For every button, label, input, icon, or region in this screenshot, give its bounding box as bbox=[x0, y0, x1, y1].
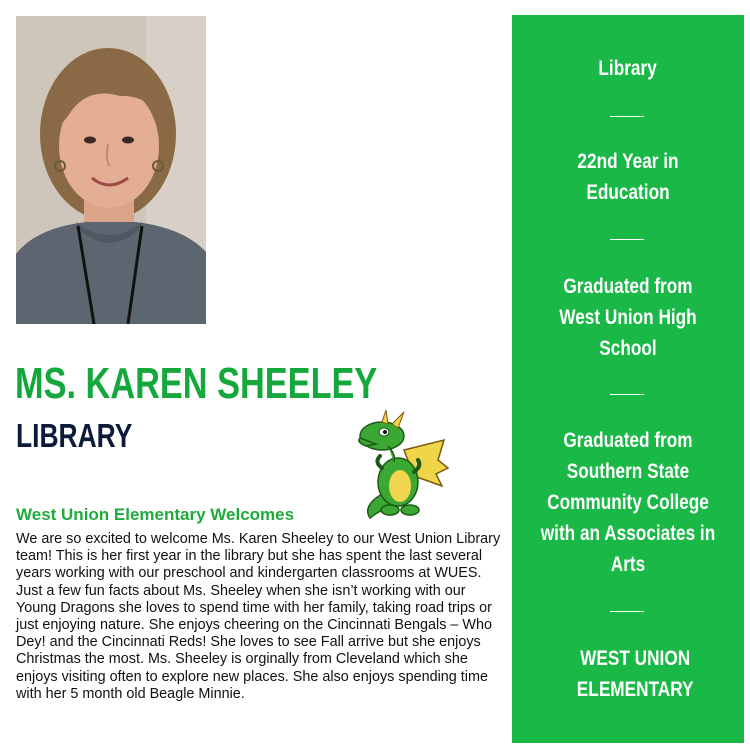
sidebar-divider bbox=[610, 116, 644, 117]
sidebar-item-years: 22nd Year in Education bbox=[577, 150, 679, 204]
sidebar-item-library: Library bbox=[598, 57, 658, 80]
dragon-mascot-icon bbox=[352, 410, 452, 522]
info-sidebar bbox=[512, 15, 744, 743]
staff-name: MS. KAREN SHEELEY bbox=[15, 359, 378, 408]
staff-portrait-photo bbox=[16, 16, 206, 324]
bio-paragraph: We are so excited to welcome Ms. Karen Sheeley to our West Union Library team! This is her first year in the library but she has spent the last several years working with our preschool and kindergarten classrooms at WUES. Just a few fun facts about Ms. Sheeley when she isn’t working with our Young Dragons she loves to spend time with her family, taking road trips or just enjoying nature. She enjoys cheering on the Cincinnati Bengals – Who Dey! and the Cincinnati Reds! She loves to see Fall arrive but she enjoys Christmas the most. Ms. Sheeley is orginally from Cleveland which she enjoys visiting often to explore new places. She also enjoys spending time with her 5 month old Beagle Minnie. bbox=[16, 531, 501, 702]
welcome-heading: West Union Elementary Welcomes bbox=[16, 505, 295, 524]
staff-role: LIBRARY bbox=[16, 417, 133, 454]
sidebar-divider bbox=[610, 239, 644, 240]
sidebar-divider bbox=[610, 394, 644, 395]
sidebar-item-high-school: Graduated from West Union High School bbox=[559, 275, 697, 360]
sidebar-divider bbox=[610, 611, 644, 612]
sidebar-item-college: Graduated from Southern State Community College with an Associates in Arts bbox=[540, 429, 716, 576]
sidebar-item-school-name: WEST UNION ELEMENTARY bbox=[576, 647, 694, 701]
